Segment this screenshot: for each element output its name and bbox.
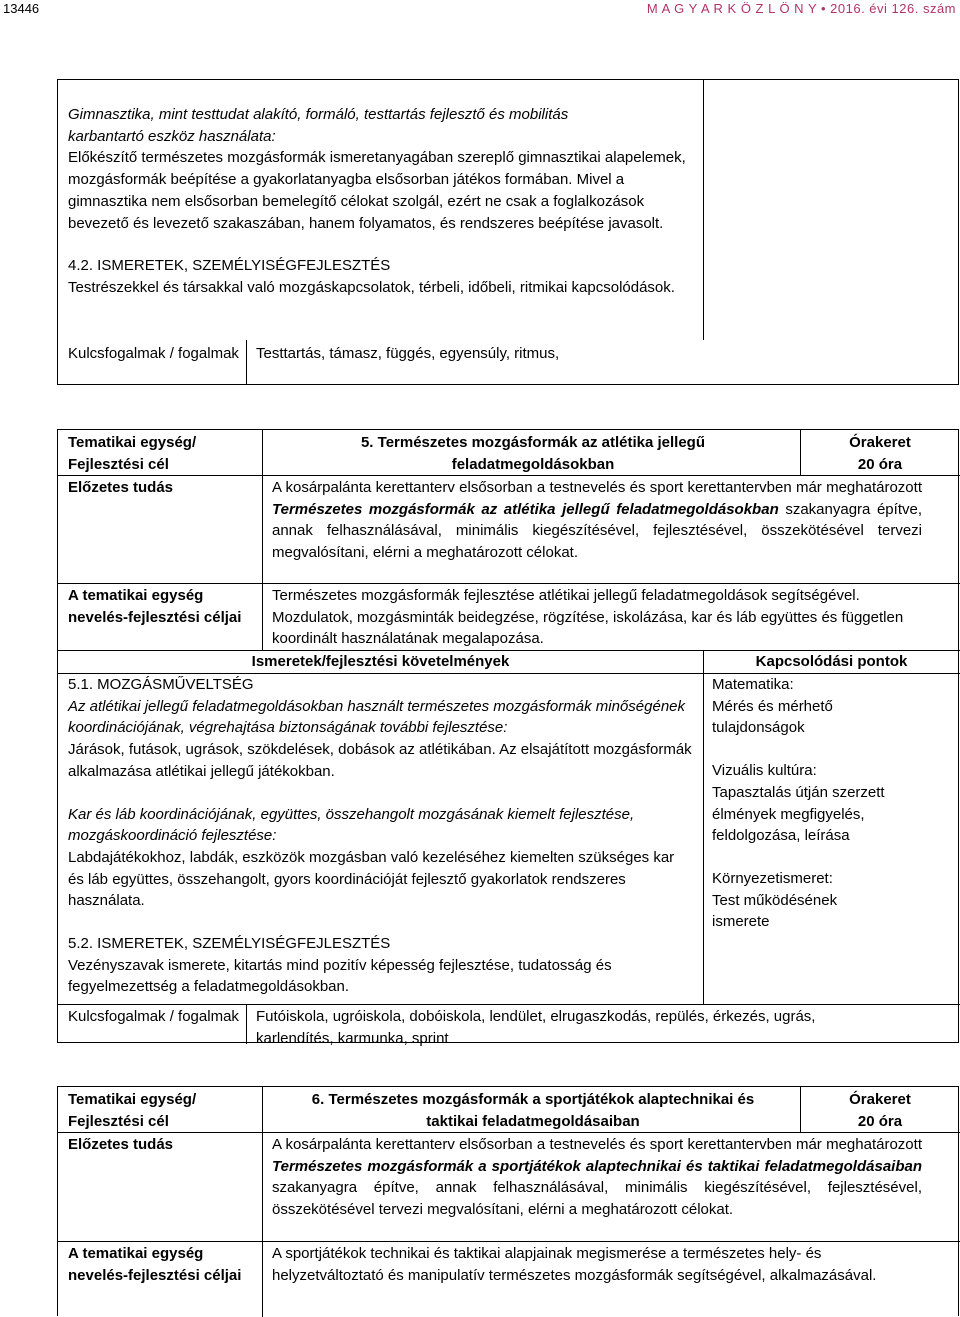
unit-5-goals-text: Természetes mozgásformák fejlesztése atlétikai jellegű feladatmegoldások segítségével. Mozdulatok, mozgásminták beidegzése, rögzítése, iskolázása, kar és láb együttes és független koordinált használatának megalapozása.	[272, 587, 904, 648]
section-5-1-italic-2: Kar és láb koordinációjának, együttes, összehangolt mozgásának kiemelt fejlesztése, mozgáskoordináció fejlesztése:	[68, 805, 635, 845]
connection-math-text: Mérés és mérhető tulajdonságok	[712, 697, 833, 737]
unit-5-keywords-label: Kulcsfogalmak / fogalmak	[68, 1008, 239, 1025]
section-5-1-text: Járások, futások, ugrások, szökdelések, dobások az atlétikában. Az elsajátított mozgásformák alkalmazása atlétikai jellegű játékokban.	[68, 741, 692, 780]
unit-6-title: 6. Természetes mozgásformák a sportjátékok alaptechnikai és taktikai feladatmegoldásaiban	[311, 1091, 755, 1130]
unit-6-prior-text: A kosárpalánta kerettanterv elsősorban a testnevelés és sport kerettantervben már meghatározott Természetes mozgásformák a sportjátékok alaptechnikai és taktikai feladatmegoldásaiban szakanyagra építve, annak felhasználásával, minimális kiegészítésével, fejlesztésével, összekötésével tervezi megvalósítani, elérni a meghatározott célokat.	[272, 1136, 922, 1219]
gymnastics-block	[57, 79, 959, 385]
unit-5-title: 5. Természetes mozgásformák az atlétika jellegű feladatmegoldásokban	[360, 434, 706, 473]
section-5-1-text-2: Labdajátékokhoz, labdák, eszközök mozgásban való kezeléséhez kiemelten szükséges kar és láb együttes, összehangolt, gyors koordinációját fejlesztő gyakorlatok rendszeres használata.	[68, 848, 675, 910]
connection-math-title: Matematika:	[712, 676, 794, 693]
connection-env-text: Test működésének ismerete	[712, 891, 838, 931]
keywords-text: Testtartás, támasz, függés, egyensúly, ritmus,	[256, 345, 560, 362]
unit-5-goals-label: A tematikai egység nevelés-fejlesztési céljai	[68, 587, 242, 626]
section-5-2-title: 5.2. ISMERETEK, SZEMÉLYISÉGFEJLESZTÉS	[68, 935, 391, 953]
unit-5-hours: 20 óra	[857, 455, 903, 473]
unit-5-topic-label: Tematikai egység/ Fejlesztési cél	[68, 434, 197, 473]
gymnastics-heading-2: karbantartó eszköz használata:	[68, 127, 276, 145]
unit-6-table	[57, 1086, 959, 1316]
unit-6-hours-label: Órakeret	[849, 1091, 911, 1108]
gymnastics-heading-1: Gimnasztika, mint testtudat alakító, formáló, testtartás fejlesztő és mobilitás	[68, 106, 569, 123]
section-5-1-title: 5.1. MOZGÁSMŰVELTSÉG	[68, 676, 254, 693]
section-4-2-text: Testrészekkel és társakkal való mozgáskapcsolatok, térbeli, időbeli, ritmikai kapcsolódások.	[68, 278, 675, 296]
unit-5-prior-text: A kosárpalánta kerettanterv elsősorban a testnevelés és sport kerettantervben már meghatározott Természetes mozgásformák az atlétika jellegű feladatmegoldásokban szakanyagra építve, annak felhasználásával, minimális kiegészítésével, fejlesztésével, összekötésével tervezi megvalósítani, elérni a meghatározott célokat.	[272, 479, 922, 562]
section-4-2-title: 4.2. ISMERETEK, SZEMÉLYISÉGFEJLESZTÉS	[68, 257, 391, 275]
unit-5-prior-label: Előzetes tudás	[68, 479, 174, 496]
keywords-label: Kulcsfogalmak / fogalmak	[68, 345, 239, 362]
unit-6-prior-label: Előzetes tudás	[68, 1136, 174, 1153]
connection-visual-title: Vizuális kultúra:	[712, 762, 817, 780]
connections-header: Kapcsolódási pontok	[755, 653, 908, 670]
unit-6-hours: 20 óra	[857, 1112, 903, 1130]
section-5-1-italic: Az atlétikai jellegű feladatmegoldásokban használt természetes mozgásformák minőségének koordinációjának, végrehajtása biztonságának további fejlesztése:	[68, 697, 685, 737]
publication-title: M A G Y A R K Ö Z L Ö N Y • 2016. évi 126. szám	[646, 1, 956, 16]
gymnastics-text: Előkészítő természetes mozgásformák ismeretanyagában szereplő gimnasztikai alapelemek, mozgásformák beépítése a gyakorlatanyagba elsősorban játékos formában. Mivel a gimnasztika nem elsősorban bemelegítő célokat szolgál, ezért ne csak a foglalkozások bevezető és levezető szakaszában, hanem folyamatos, és rendszeres beépítése javasolt.	[68, 149, 686, 232]
connection-visual-text: Tapasztalás útján szerzett élmények megfigyelés, feldolgozása, leírása	[712, 783, 885, 845]
requirements-header: Ismeretek/fejlesztési követelmények	[251, 653, 510, 670]
unit-5-keywords-text: Futóiskola, ugróiskola, dobóiskola, lendület, elrugaszkodás, repülés, érkezés, ugrás, karlendítés, karmunka, sprint	[256, 1008, 816, 1047]
section-5-2-text: Vezényszavak ismerete, kitartás mind pozitív képesség fejlesztése, tudatosság és fegyelmezettség a feladatmegoldásokban.	[68, 956, 612, 996]
page-header	[0, 0, 960, 18]
unit-6-goals-text: A sportjátékok technikai és taktikai alapjainak megismerése a természetes hely- és helyzetváltoztató és manipulatív természetes mozgásformák segítségével, alkalmazásával.	[272, 1245, 877, 1284]
unit-6-goals-label: A tematikai egység nevelés-fejlesztési céljai	[68, 1245, 242, 1284]
page-number: 13446	[3, 1, 40, 16]
unit-5-table	[57, 429, 959, 1047]
unit-5-hours-label: Órakeret	[849, 434, 911, 451]
unit-6-topic-label: Tematikai egység/ Fejlesztési cél	[68, 1091, 197, 1130]
connection-env-title: Környezetismeret:	[712, 869, 833, 887]
